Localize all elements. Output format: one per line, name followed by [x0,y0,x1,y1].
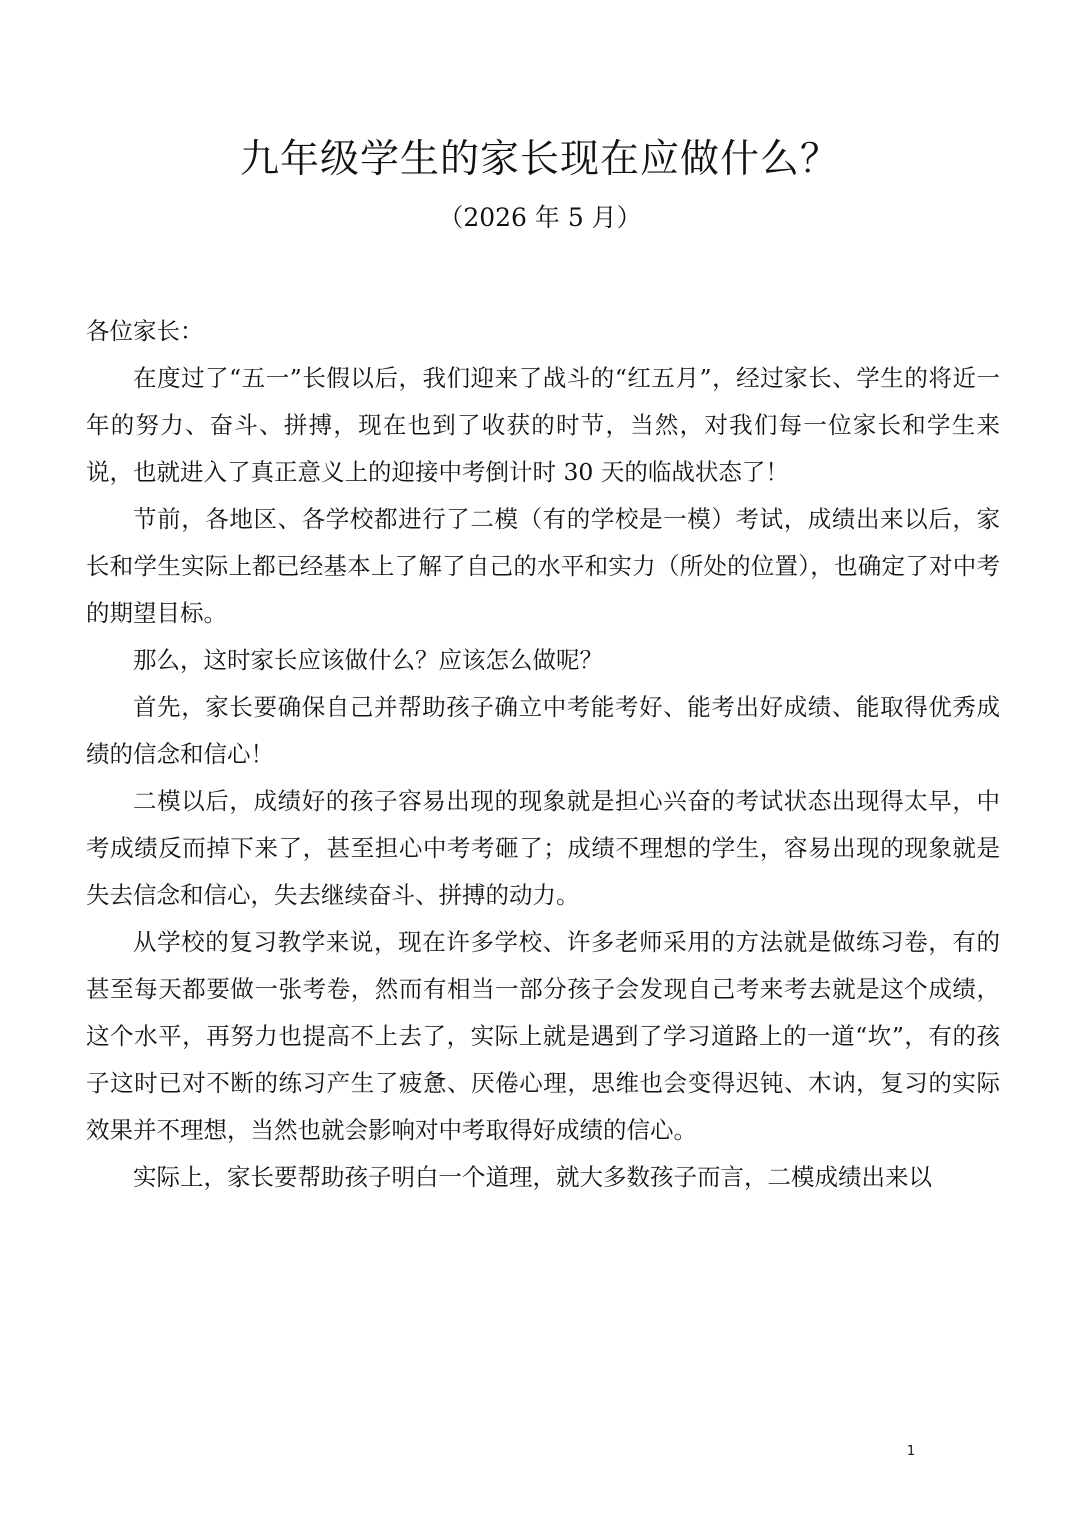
paragraph: 那么，这时家长应该做什么？应该怎么做呢？ [133,646,603,674]
salutation: 各位家长： [86,317,204,345]
paragraph: 在度过了“五一”长假以后，我们迎来了战斗的“红五月”，经过家长、学生的将近一年的努力、奋斗、拼搏，现在也到了收获的时节，当然，对我们每一位家长和学生来说，也就进入了真正意义上的迎接中考倒计时 30 天的临战状态了！ [86,364,1000,486]
paragraph: 节前，各地区、各学校都进行了二模（有的学校是一模）考试，成绩出来以后，家长和学生实际上都已经基本上了解了自己的水平和实力（所处的位置），也确定了对中考的期望目标。 [86,505,1000,627]
paragraph: 从学校的复习教学来说，现在许多学校、许多老师采用的方法就是做练习卷，有的甚至每天都要做一张考卷，然而有相当一部分孩子会发现自己考来考去就是这个成绩，这个水平，再努力也提高不上去了，实际上就是遇到了学习道路上的一道“坎”，有的孩子这时已对不断的练习产生了疲惫、厌倦心理，思维也会变得迟钝、木讷，复习的实际效果并不理想，当然也就会影响对中考取得好成绩的信心。 [86,928,1000,1144]
page-number: 1 [906,1444,916,1459]
paragraph: 首先，家长要确保自己并帮助孩子确立中考能考好、能考出好成绩、能取得优秀成绩的信念和信心！ [86,693,1000,768]
paragraph: 二模以后，成绩好的孩子容易出现的现象就是担心兴奋的考试状态出现得太早，中考成绩反而掉下来了，甚至担心中考考砸了；成绩不理想的学生，容易出现的现象就是失去信念和信心，失去继续奋斗、拼搏的动力。 [86,787,1000,909]
document-title: 九年级学生的家长现在应做什么？ [239,137,840,182]
document-date: （2026 年 5 月） [438,203,642,232]
paragraph: 实际上，家长要帮助孩子明白一个道理，就大多数孩子而言，二模成绩出来以 [133,1163,932,1191]
document-body [86,308,1000,1201]
